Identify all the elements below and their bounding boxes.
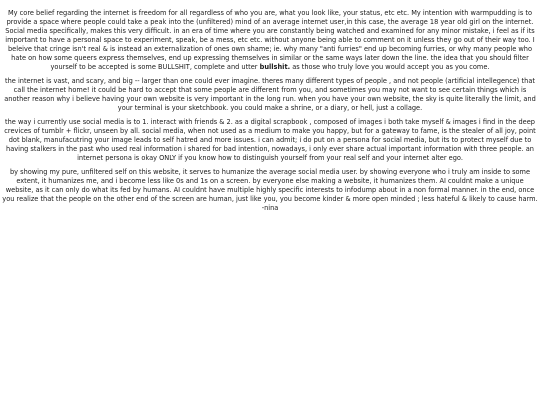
paragraph-internet <box>2 77 538 113</box>
paragraph-social-media <box>2 118 538 163</box>
paragraph-humanize-text: by showing my pure, unfiltered self on this website, it serves to humanize the average social media user. by showing everyone who i truly am inside to some extent, it humanizes me, and i become less like 0s and 1s on a screen. by everyone else making a website, it humanizes them. AI couldnt make a unique website, as it can only do what its fed by humans. AI couldnt have multiple highly specific interests to infodump about in a non formal manner. in the end, once you realize that the people on the other end of the screen are human, just like you, you become kinder & more open minded ; less hateful & likely to cause harm. <box>2 168 538 203</box>
bold-bullshit: bullshit. <box>259 63 291 71</box>
manifesto-text <box>2 0 538 213</box>
paragraph-belief-ending: as those who truly love you would accept you as you come. <box>290 63 490 71</box>
paragraph-belief <box>2 9 538 72</box>
signature: -nina <box>261 204 279 212</box>
paragraph-social-media-text: the way i currently use social media is to 1. interact with friends & 2. as a digital scrapbook , composed of images i both take myself & images i find in the deep crevices of tumblr + flickr, unseen by all. social media, when not used as a medium to make you happy, but for a gateway to fame, is the stealer of all joy, point dot blank, manufacutring your image leads to self hatred and more issues. i can admit; i do put on a persona for social media, but its to protect myself due to having stalkers in the past who used real information i shared for bad intention, nowadays, i only ever share actual important information with three people. an internet persona is okay ONLY if you know how to distinguish yourself from your real self and your internet alter ego. <box>4 118 536 162</box>
paragraph-belief-text: My core belief regarding the internet is freedom for all regardless of who you are, what you look like, your status, etc etc. My intention with warmpudding is to provide a space where people could take a peak into the (unfiltered) mind of an average internet user,in this case, the average 18 year old girl on the internet. Social media specifically, makes this very difficult. in an era of time where you are constantly being watched and examined for any minor mistake, i feel as if its important to have a personal space to experiment, speak, be a mess, etc etc. without anyone being able to comment on it unless they go out of their way too. I beleive that cringe isn't real & is instead an externalization of ones own shame; ie. why many "anti furries" end up becoming furries, or why many people who hate on how some queers express themselves, end up expressing themselves in similar or the same ways later down the line. the idea that you should filter yourself to be accepted is some BULLSHIT, complete and utter <box>5 9 535 71</box>
paragraph-internet-text: the internet is vast, and scary, and big -- larger than one could ever imagine. theres many different types of people , and not people (artificial intellegence) that call the internet home! it could be hard to accept that some people are different from you, and sometimes you may not want to see certain things which is another reason why i believe having your own website is very important in the long run. when you have your own website, the sky is quite literally the limit, and your terminal is your sketchbook. you could make a shrine, or a diary, or hell, just a collage. <box>4 77 536 112</box>
paragraph-humanize <box>2 168 538 213</box>
